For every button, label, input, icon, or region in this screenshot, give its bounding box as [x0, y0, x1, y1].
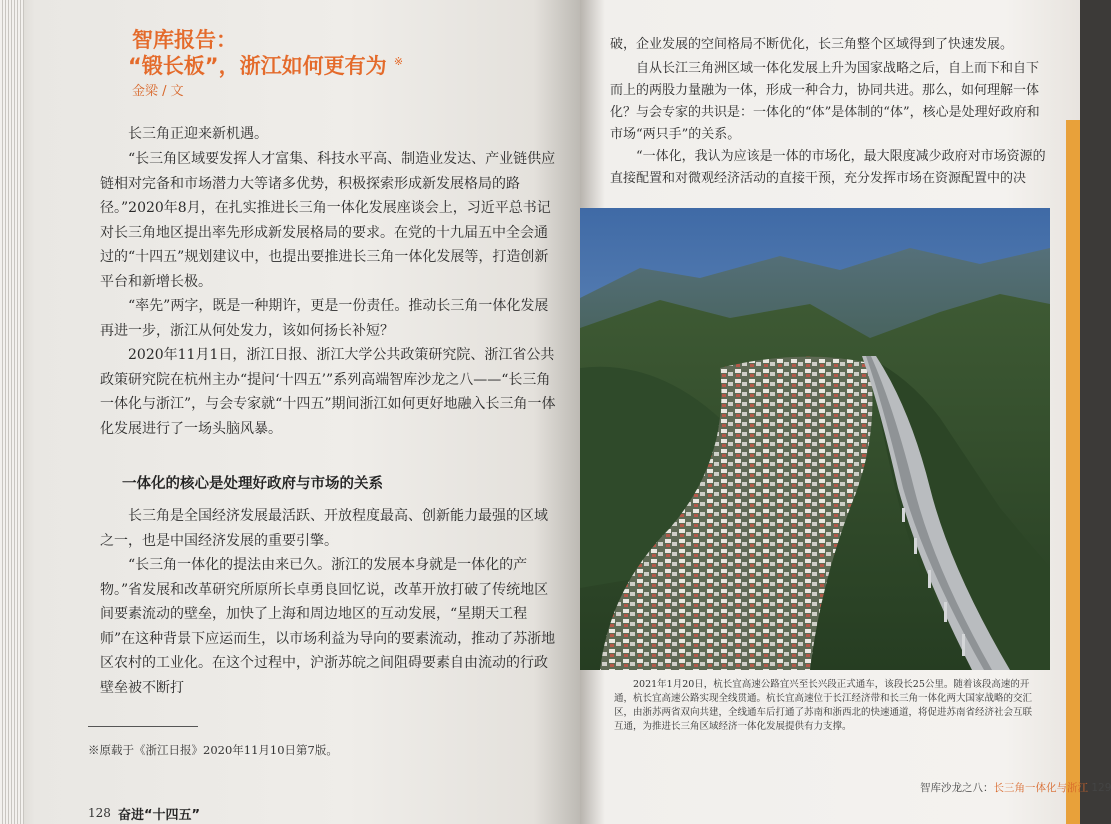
footnote: ※原载于《浙江日报》2020年11月10日第7版。: [88, 743, 338, 757]
running-head: 奋进“十四五”: [118, 808, 201, 823]
page-number: 128: [88, 806, 111, 820]
article-title-line2: [128, 50, 403, 80]
section-heading: 一体化的核心是处理好政府与市场的关系: [122, 476, 383, 492]
running-head-title: 长三角一体化与浙江: [993, 782, 1088, 794]
book-cover-edge: [1066, 120, 1080, 824]
page-number: 129: [1091, 782, 1111, 794]
body-paragraph: 2020年11月1日，浙江日报、浙江大学公共政策研究院、浙江省公共政策研究院在杭州主办“提问‘十四五’”系列高端智库沙龙之八——“长三角一体化与浙江”，与会专家就“十四五”期间浙江如何更好地融入长三角一体化发展进行了一场头脑风暴。: [100, 347, 556, 437]
article-title-text: “锻长板”，浙江如何更有为: [128, 54, 387, 78]
article-title-line1: 智库报告：: [132, 28, 237, 52]
body-paragraph: “长三角区域要发挥人才富集、科技水平高、制造业发达、产业链供应链相对完备和市场潜力大等诸多优势，积极探索形成新发展格局的路径。”2020年8月，在扎实推进长三角一体化发展座谈会上，习近平总书记对长三角地区提出率先形成新发展格局的要求。在党的十九届五中全会通过的“十四五”规划建议中，也提出要推进长三角一体化发展等，打造创新平台和新增长极。: [100, 151, 556, 290]
body-paragraph: 破，企业发展的空间格局不断优化，长三角整个区域得到了快速发展。: [610, 37, 1014, 52]
title-note-mark: ※: [393, 55, 404, 68]
expressway-photo: [580, 208, 1050, 670]
body-paragraph: “率先”两字，既是一种期许，更是一份责任。推动长三角一体化发展再进一步，浙江从何处发力，该如何扬长补短？: [100, 298, 549, 339]
body-paragraph: 长三角是全国经济发展最活跃、开放程度最高、创新能力最强的区域之一，也是中国经济发展的重要引擎。: [100, 508, 548, 549]
photo-caption: 2021年1月20日，杭长宜高速公路宜兴至长兴段正式通车，该段长25公里。随着该段高速的开通，杭长宜高速公路实现全线贯通。杭长宜高速位于长江经济带和长三角一体化两大国家战略的交汇区，由浙苏两省双向共建，全线通车后打通了苏南和浙西北的快速通道，将促进苏南省经济社会互联互通，为推进长三角区域经济一体化发展提供有力支撑。: [614, 679, 1033, 732]
running-head: [920, 780, 1111, 795]
article-author: 金梁 / 文: [132, 84, 184, 99]
body-paragraph: 长三角正迎来新机遇。: [128, 126, 268, 142]
page-edges: [0, 0, 24, 824]
right-page: [580, 0, 1111, 824]
running-head-prefix: 智库沙龙之八：: [920, 782, 994, 794]
footnote-rule: [88, 726, 198, 727]
body-paragraph: “长三角一体化的提法由来已久。浙江的发展本身就是一体化的产物。”省发展和改革研究所原所长卓勇良回忆说，改革开放打破了传统地区间要素流动的壁垒，加快了上海和周边地区的互动发展，“星期天工程师”在这种背景下应运而生，以市场利益为导向的要素流动，推动了苏浙地区农村的工业化。在这个过程中，沪浙苏皖之间阻碍要素自由流动的行政壁垒被不断打: [100, 557, 556, 696]
body-paragraph: 自从长江三角洲区域一体化发展上升为国家战略之后，自上而下和自下而上的两股力量融为一体，形成一种合力，协同共进。那么，如何理解一体化？与会专家的共识是：一体化的“体”是体制的“体”，核心是处理好政府和市场“两只手”的关系。: [610, 61, 1040, 142]
body-paragraph: “一体化，我认为应该是一体的市场化，最大限度减少政府对市场资源的直接配置和对微观经济活动的直接干预，充分发挥市场在资源配置中的决: [610, 149, 1046, 186]
